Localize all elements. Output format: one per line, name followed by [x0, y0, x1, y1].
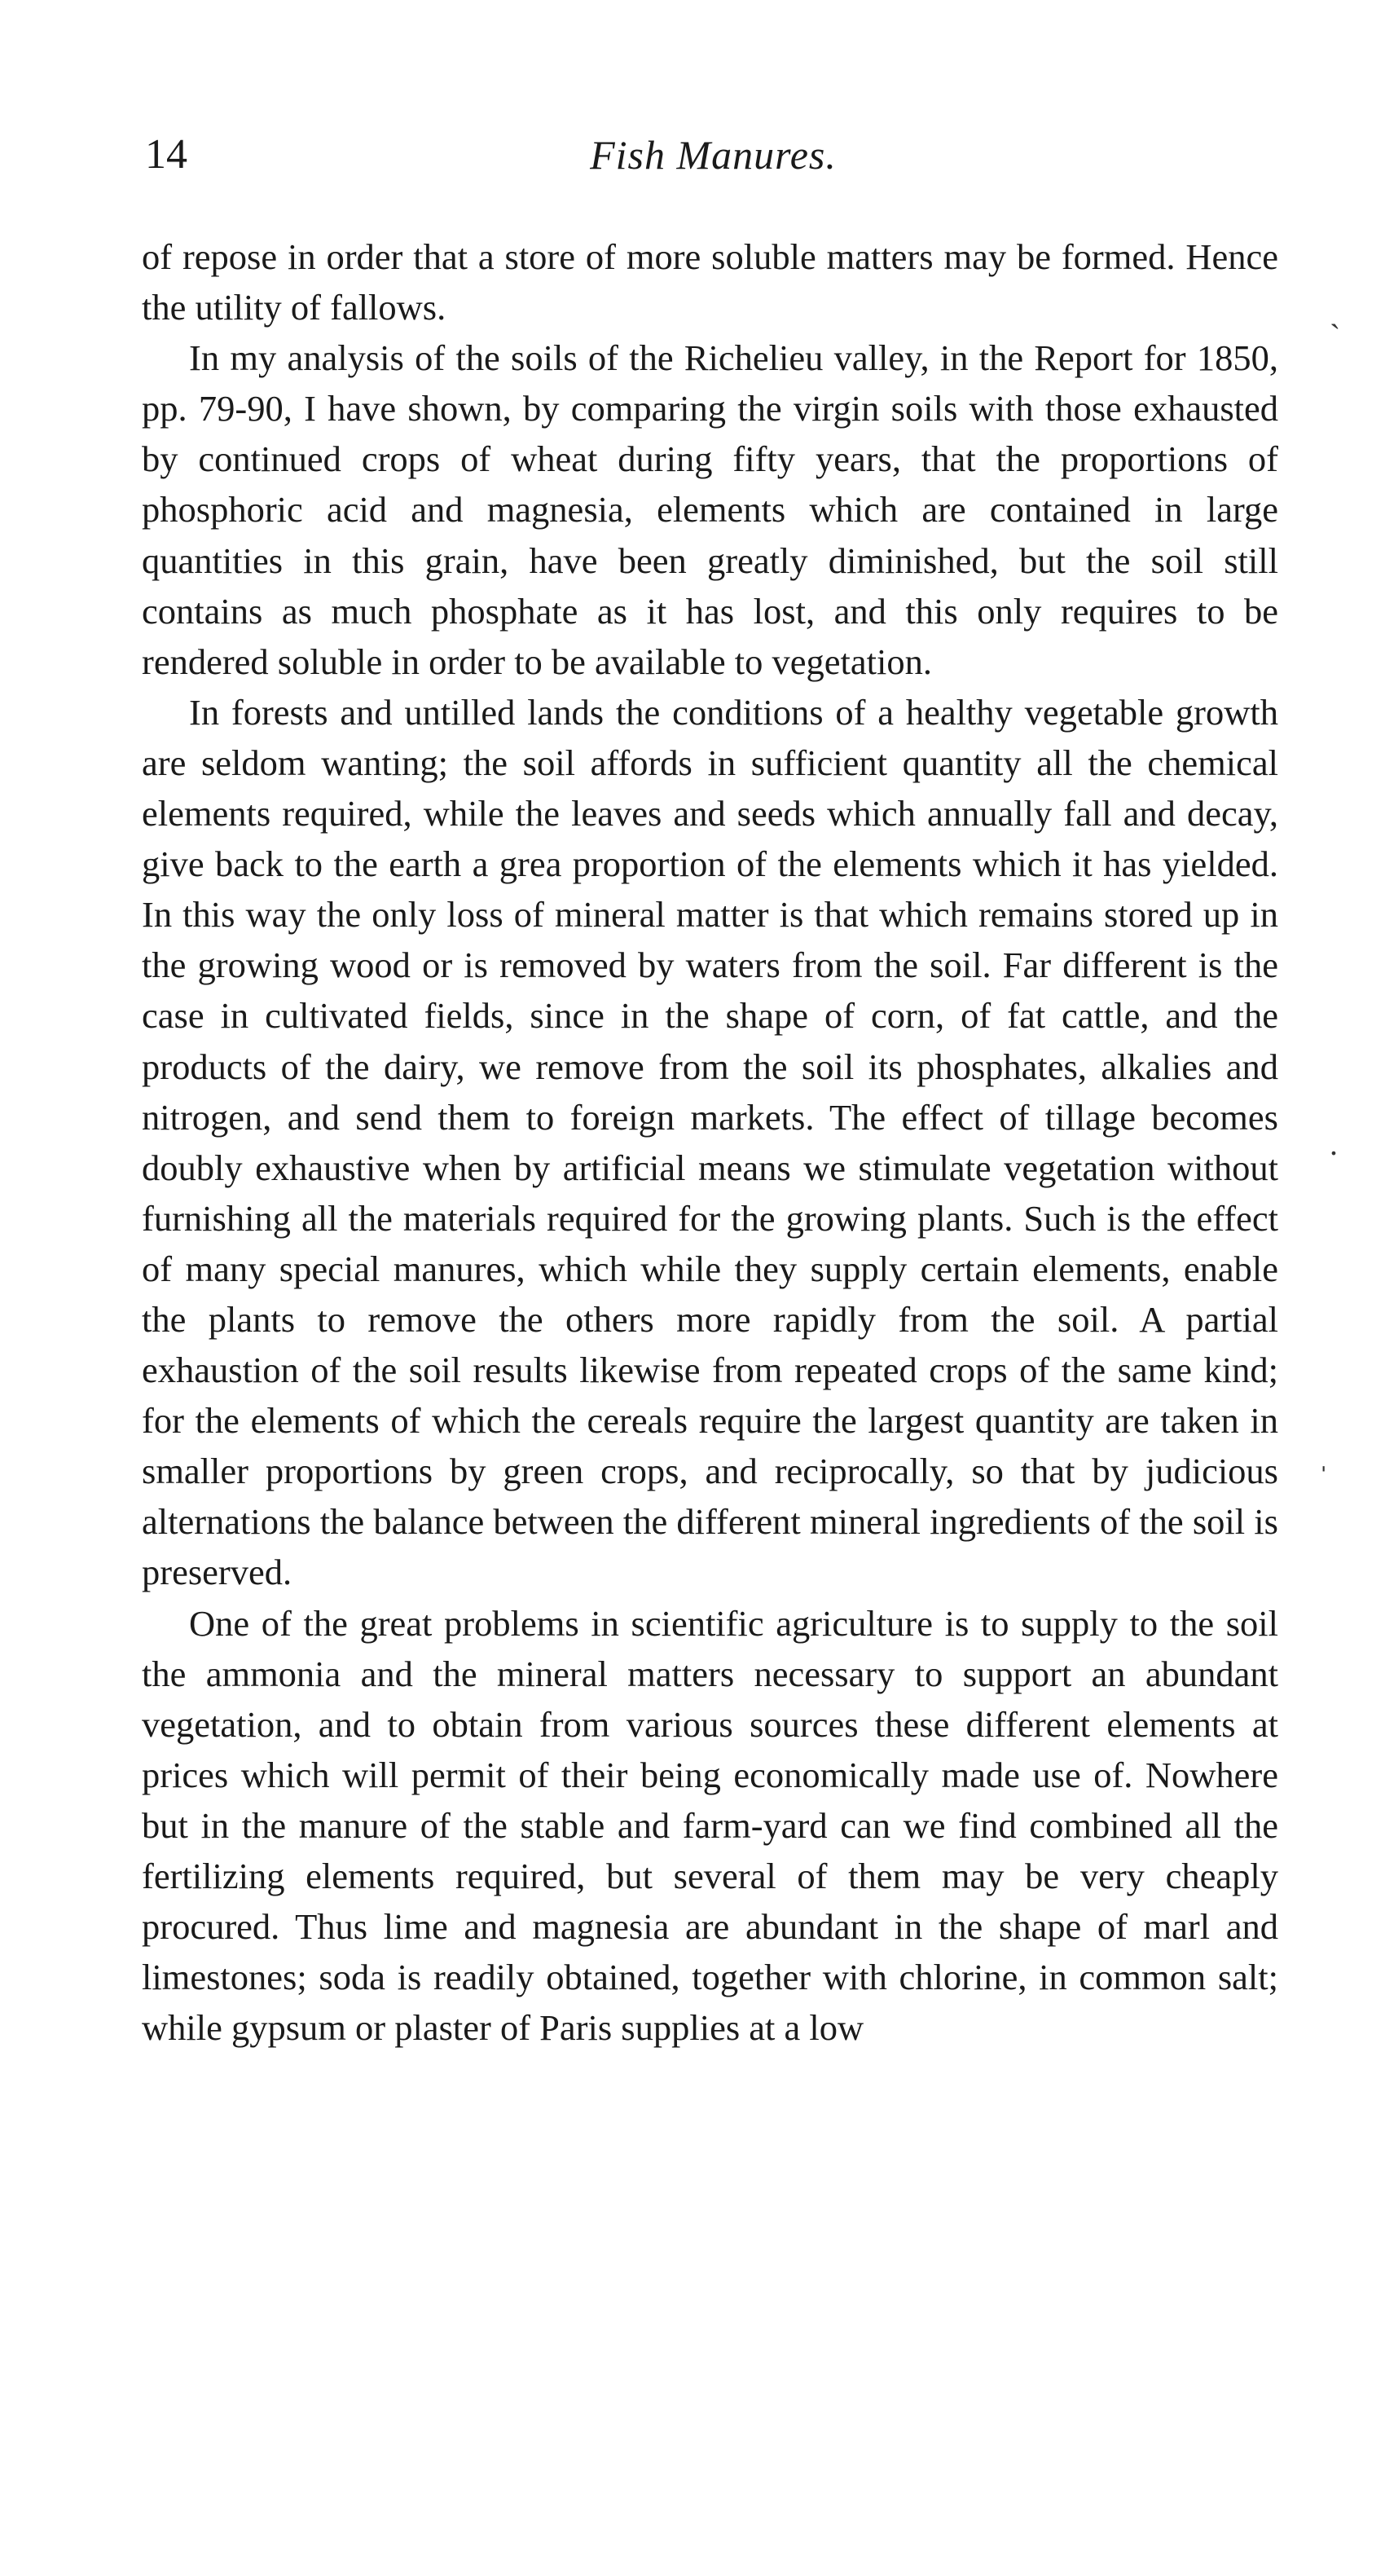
page-number: 14 — [145, 131, 187, 178]
book-page — [122, 0, 1279, 2576]
margin-speck: ˎ — [1330, 293, 1341, 329]
paragraph-agriculture-problems: One of the great problems in scientific agriculture is to supply to the soil the ammonia and the mineral matters necessary to support an abundant vegetation, and to obtain from various sources these different elements at prices which will permit of their being economically made use of. Nowhere but in the manure of the stable and farm-yard can we find combined all the fertilizing elements required, but several of them may be very cheaply procured. Thus lime and magnesia are abundant in the shape of marl and limestones; soda is readily obtained, together with chlorine, in common salt; while gypsum or plaster of Paris supplies at a low — [142, 1602, 1278, 2049]
paragraph-richelieu-analysis: In my analysis of the soils of the Richelieu valley, in the Report for 1850, pp. 79-90, I have shown, by comparing the virgin soils with those exhausted by continued crops of wheat during fifty years, that the proportions of phosphoric acid and magnesia, elements which are contained in large quantities in this grain, have been greatly diminished, but the soil still contains as much phosphate as it has lost, and this only requires to be rendered soluble in order to be available to vegetation. — [142, 337, 1278, 682]
running-head — [145, 126, 1282, 183]
paragraph-forests-and-tillage: In forests and untilled lands the conditions of a healthy vegetable growth are seldom wanting; the soil affords in sufficient quantity all the chemical elements required, while the leaves and seeds which annually fall and decay, give back to the earth a grea proportion of the elements which it has yielded. In this way the only loss of mineral matter is that which remains stored up in the growing wood or is removed by waters from the soil. Far different is the case in cultivated fields, since in the shape of corn, of fat cattle, and the products of the dairy, we remove from the soil its phosphates, alkalies and nitrogen, and send them to foreign markets. The effect of tillage becomes doubly exhaustive when by artificial means we stimulate vegetation without furnishing all the materials required for the growing plants. Such is the effect of many special manures, which while they supply certain elements, enable the plants to remove the others more rapidly from the soil. A partial exhaustion of the soil results likewise from repeated crops of the same kind; for the elements of which the cereals require the largest quantity are taken in smaller proportions by green crops, and reciprocally, so that by judicious alternations the balance between the different mineral ingredients of the soil is preserved. — [142, 691, 1278, 1593]
margin-speck: . — [1330, 1125, 1338, 1162]
body-text — [142, 231, 1278, 2053]
paragraph-continued: of repose in order that a store of more soluble matters may be formed. Hence the utility of fallows. — [142, 236, 1278, 328]
margin-speck: ˈ — [1318, 1460, 1330, 1496]
running-title: Fish Manures. — [590, 132, 837, 178]
